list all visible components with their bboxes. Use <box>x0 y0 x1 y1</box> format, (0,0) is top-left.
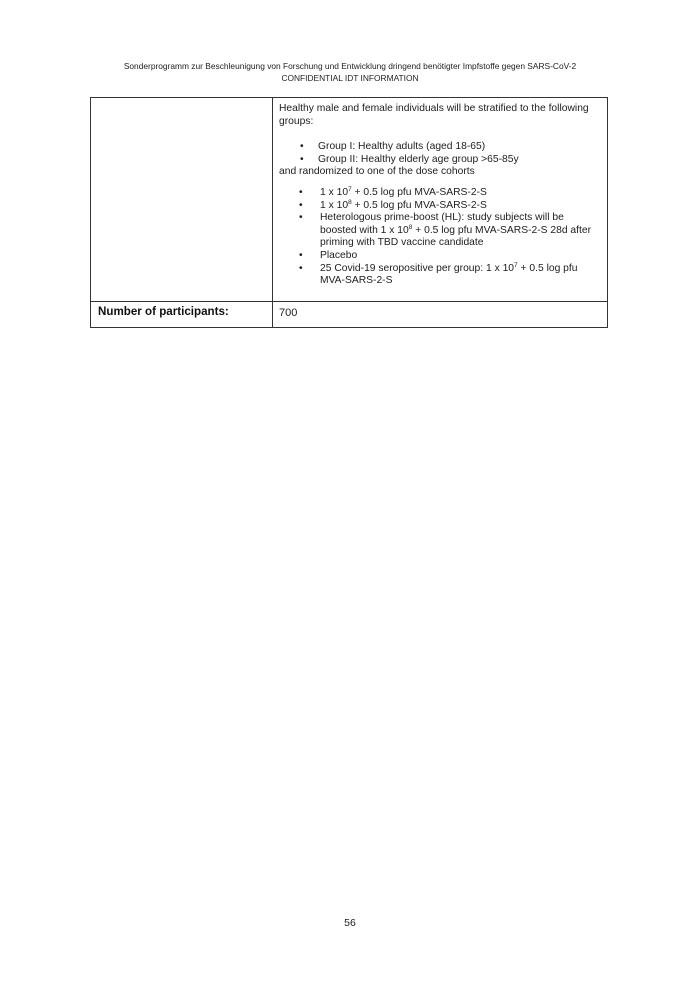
dose-cohort-text: 25 Covid-19 seropositive per group: 1 x $10^7 + 0.5$ log pfu MVA-SARS-2-S <box>320 261 578 287</box>
group-item-text: Group I: Healthy adults (aged 18-65) <box>318 141 486 153</box>
dose-cohort-text: Heterologous prime-boost (HL): study subjects will be boosted with 1 x $10^8 + 0.5$ log pfu MVA-SARS-2-S 28d after priming with TBD vaccine candidate <box>320 212 592 249</box>
group-item <box>279 141 601 154</box>
dose-cohort-item <box>279 212 601 250</box>
page-number: 56 <box>344 917 356 929</box>
study-design-table <box>90 97 608 328</box>
bullet-icon: • <box>299 186 303 198</box>
stratification-intro: Healthy male and female individuals will be stratified to the following groups: <box>279 103 589 127</box>
header-program-title: Sonderprogramm zur Beschleunigung von Forschung und Entwicklung dringend benötigter Impfstoffe gegen SARS-CoV-2 <box>123 61 577 71</box>
group-item-text: Group II: Healthy elderly age group >65-85y <box>318 153 519 165</box>
table-row-divider <box>91 301 607 302</box>
randomization-text: and randomized to one of the dose cohorts <box>279 166 475 178</box>
bullet-icon: • <box>299 212 303 224</box>
bullet-icon: • <box>299 249 303 261</box>
group-item <box>279 154 601 167</box>
group-list <box>279 141 601 166</box>
bullet-icon: • <box>299 262 303 274</box>
dose-cohort-list <box>279 187 601 288</box>
dose-cohort-item <box>279 250 601 263</box>
dose-cohort-item <box>279 200 601 213</box>
dose-cohort-text: 1 x $10^7 + 0.5$ log pfu MVA-SARS-2-S <box>320 185 487 198</box>
participants-value: 700 <box>279 307 298 319</box>
bullet-icon: • <box>299 199 303 211</box>
dose-cohort-item <box>279 263 601 288</box>
dose-cohort-text: Placebo <box>320 249 358 261</box>
page-header <box>0 61 700 84</box>
dose-cohort-text: 1 x $10^8 + 0.5$ log pfu MVA-SARS-2-S <box>320 198 487 211</box>
participants-label: Number of participants: <box>98 305 229 318</box>
bullet-icon: • <box>300 141 304 153</box>
dose-cohort-item <box>279 187 601 200</box>
table-column-divider <box>272 98 273 327</box>
header-confidential-label: CONFIDENTIAL IDT INFORMATION <box>281 72 419 83</box>
bullet-icon: • <box>300 153 304 165</box>
stratification-description-cell <box>279 103 601 288</box>
